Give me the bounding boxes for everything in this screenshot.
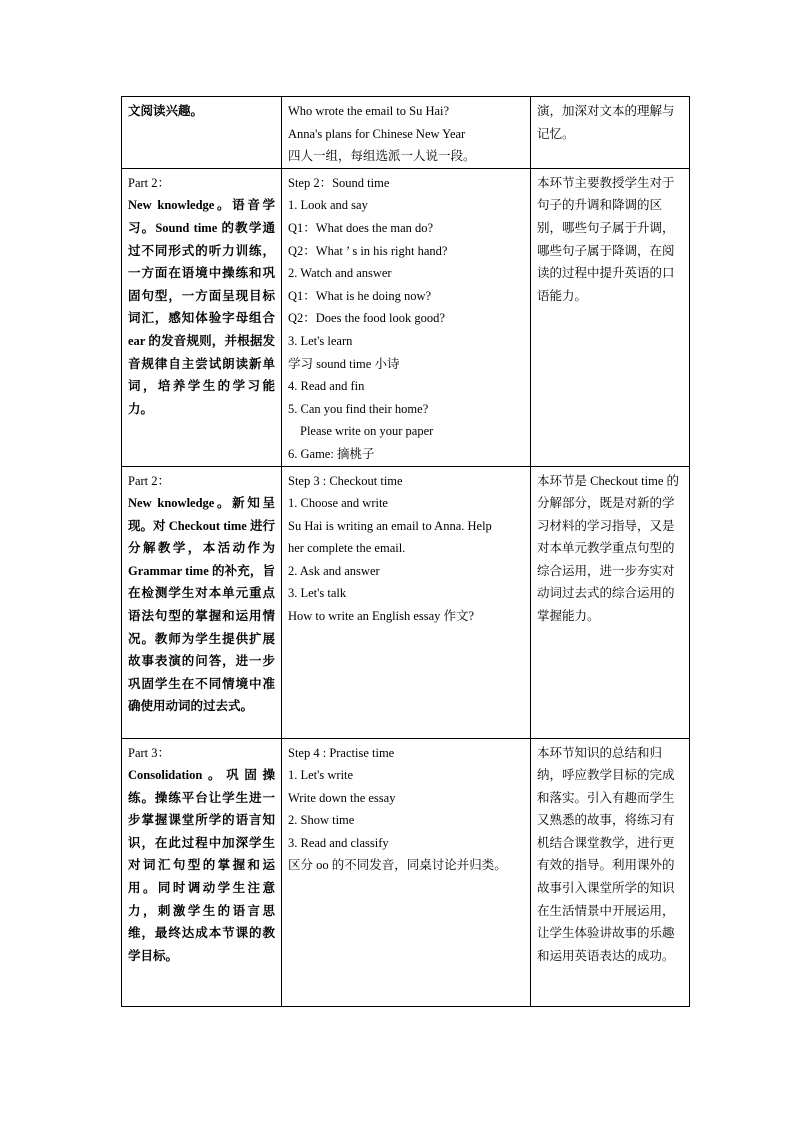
table-row [122, 97, 690, 169]
step-line: Step 3 : Checkout time [288, 473, 403, 488]
lesson-plan-table [121, 96, 690, 1007]
step-line: 2. Ask and answer [288, 563, 380, 578]
part-label: Part 2： [128, 473, 171, 488]
step-line: 3. Let's talk [288, 586, 347, 601]
step-line: Anna's plans for Chinese New Year [288, 126, 466, 141]
step-line: 区分 oo 的不同发音，同桌讨论并归类。 [288, 858, 507, 873]
table-row [122, 168, 690, 466]
step-line: Q1：What does the man do? [288, 220, 434, 235]
step-line: Please write on your paper [300, 424, 434, 439]
part-label: Part 3： [128, 745, 171, 760]
step-line: Su Hai is writing an email to Anna. Help [288, 518, 492, 533]
part-label: Part 2： [128, 175, 171, 190]
purpose-cell: 本环节主要教授学生对于句子的升调和降调的区别，哪些句子属于升调，哪些句子属于降调，在阅读的过程中提升英语的口语能力。 [531, 168, 690, 466]
step-line: Q2：Does the food look good? [288, 311, 445, 326]
step-line: Step 2：Sound time [288, 175, 390, 190]
purpose-cell: 本环节是 Checkout time 的分解部分，既是对新的学习材料的学习指导，又是对本单元教学重点句型的综合运用，进一步夯实对动词过去式的综合运用的掌握能力。 [531, 466, 690, 738]
step-line: 2. Watch and answer [288, 266, 392, 281]
step-line: 6. Game: 摘桃子 [288, 446, 375, 461]
step-line: 3. Read and classify [288, 835, 389, 850]
step-line: 3. Let's learn [288, 333, 353, 348]
step-line: 4. Read and fin [288, 379, 365, 394]
purpose-cell: 本环节知识的总结和归纳，呼应教学目标的完成和落实。引入有趣而学生又熟悉的故事，将练习有机结合课堂教学，进行更有效的指导。利用课外的故事引入课堂所学的知识在生活情景中开展运用，让学生体验讲故事的乐趣和运用英语表达的成功。 [531, 738, 690, 1006]
table-row [122, 466, 690, 738]
process-cell [122, 738, 282, 1006]
step-line: her complete the email. [288, 541, 406, 556]
step-line: Q2：What ’ s in his right hand? [288, 243, 448, 258]
table-row [122, 738, 690, 1006]
step-line: 学习 sound time 小诗 [288, 356, 400, 371]
step-line: 2. Show time [288, 813, 355, 828]
process-text: New knowledge。语音学习。Sound time 的教学通过不同形式的听力训练，一方面在语境中操练和巩固句型，一方面呈现目标词汇，感知体验字母组合 ear 的发音规则，并根据发音规律自主尝试朗读新单词，培养学生的学习能力。 [128, 198, 275, 416]
process-text: Consolidation。巩固操练。操练平台让学生进一步掌握课堂所学的语言知识，在此过程中加深学生对词汇句型的掌握和运用。同时调动学生注意力，刺激学生的语言思维，最终达成本节课的教学目标。 [128, 768, 275, 963]
steps-cell [282, 97, 531, 169]
steps-cell [282, 168, 531, 466]
step-line: Write down the essay [288, 790, 396, 805]
process-text: New knowledge。新知呈现。对 Checkout time 进行分解教学，本活动作为 Grammar time 的补充，旨在检测学生对本单元重点语法句型的掌握和运用情况。教师为学生提供扩展故事表演的问答，进一步巩固学生在不同情境中准确使用动词的过去式。 [128, 496, 275, 714]
step-line: Q1：What is he doing now? [288, 288, 432, 303]
process-cell [122, 466, 282, 738]
step-line: 1. Choose and write [288, 496, 388, 511]
step-line: 1. Look and say [288, 198, 368, 213]
step-line: Step 4 : Practise time [288, 745, 395, 760]
step-line: 5. Can you find their home? [288, 401, 429, 416]
step-line: Who wrote the email to Su Hai? [288, 104, 450, 118]
step-line: 四人一组，每组选派一人说一段。 [288, 149, 476, 164]
process-text: 文阅读兴趣。 [128, 104, 204, 118]
step-line: How to write an English essay 作文? [288, 609, 475, 624]
steps-cell [282, 738, 531, 1006]
process-cell [122, 168, 282, 466]
steps-cell [282, 466, 531, 738]
purpose-cell: 演，加深对文本的理解与记忆。 [531, 97, 690, 169]
process-cell [122, 97, 282, 169]
step-line: 1. Let's write [288, 768, 354, 783]
